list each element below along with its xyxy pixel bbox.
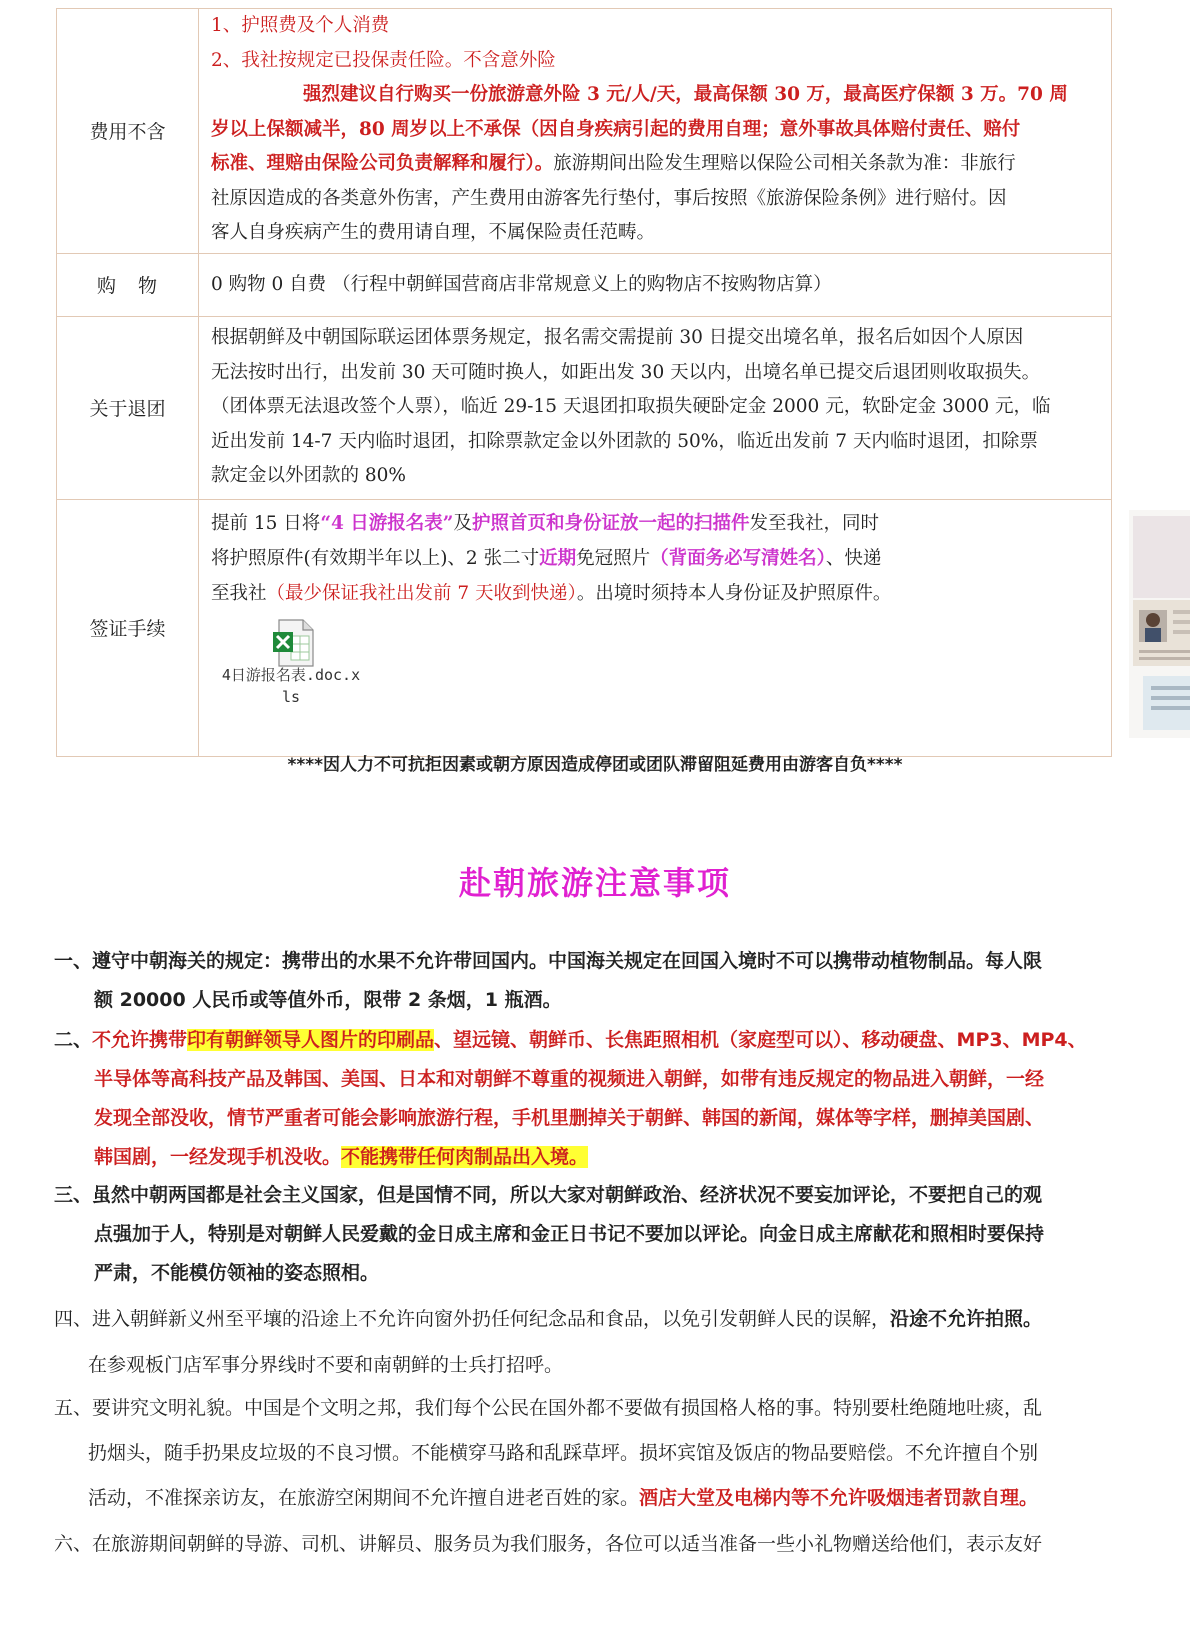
rule-5-line-3 [54, 1476, 1114, 1521]
visa-recent-photo: 近期 [539, 547, 577, 569]
rule-2-number: 二、 [54, 1029, 93, 1051]
rule-4-line-1 [54, 1296, 1114, 1342]
insurance-line-3 [211, 147, 1099, 182]
rule-2-highlight-1: 印有朝鲜领导人图片的印刷品 [187, 1029, 435, 1051]
rule-5-red: 酒店大堂及电梯内等不允许吸烟违者罚款自理。 [639, 1487, 1039, 1509]
insurance-line-3-rest: 旅游期间出险发生理赔以保险公司相关条款为准：非旅行 [553, 153, 1016, 174]
visa-line-3 [211, 576, 941, 611]
visa-text: 。出境时须持本人身份证及护照原件。 [576, 582, 892, 604]
label-visa: 签证手续 [57, 499, 199, 756]
rule-1 [54, 942, 1114, 1020]
visa-text: 提前 15 日将 [211, 512, 321, 534]
rule-5-line-1: 五、要讲究文明礼貌。中国是个文明之邦，我们每个公民在国外都不要做有损国格人格的事。特别要杜绝随地吐痰，乱 [54, 1397, 1043, 1419]
insurance-line-4: 社原因造成的各类意外伤害，产生费用由游客先行垫付，事后按照《旅游保险条例》进行赔付。因 [211, 187, 1007, 209]
label-cancellation: 关于退团 [57, 316, 199, 499]
fee-item-2: 2、我社按规定已投保责任险。不含意外险 [211, 49, 556, 71]
rule-2-line-3: 发现全部没收，情节严重者可能会影响旅游行程，手机里删掉关于朝鲜、韩国的新闻，媒体等字样，删掉美国剧、 [94, 1107, 1045, 1129]
cancel-line-1: 根据朝鲜及中朝国际联运团体票务规定，报名需交需提前 30 日提交出境名单，报名后如因个人原因 [211, 327, 1024, 349]
visa-text: 、快递 [825, 547, 882, 569]
rule-2-line-4 [54, 1138, 1114, 1177]
rule-2-line-1 [54, 1021, 1114, 1060]
cancel-line-4: 近出发前 14-7 天内临时退团，扣除票款定金以外团款的 50%，临近出发前 7 天内临时退团，扣除票 [211, 430, 1038, 452]
insurance-line-3-red: 标准、理赔由保险公司负责解释和履行）。 [211, 153, 554, 174]
passport-scan-image [1129, 510, 1190, 738]
rule-5-line-2: 扔烟头，随手扔果皮垃圾的不良习惯。不能横穿马路和乱踩草坪。损坏宾馆及饭店的物品要赔偿。不允许擅自个别 [88, 1442, 1039, 1464]
visa-form-name: “4 日游报名表” [320, 512, 454, 534]
file-name-line-1: 4日游报名表.doc.x [221, 665, 361, 684]
rule-6-line-1: 六、在旅游期间朝鲜的导游、司机、讲解员、服务员为我们服务，各位可以适当准备一些小礼物赠送给他们，表示友好 [54, 1533, 1043, 1555]
rule-2-text: 不允许携带 [92, 1029, 188, 1051]
cancel-line-5: 款定金以外团款的 80% [211, 465, 407, 487]
visa-line-1 [211, 506, 941, 541]
rule-3-line-3: 严肃，不能模仿领袖的姿态照相。 [94, 1262, 380, 1284]
insurance-line-2: 岁以上保额减半，80 周岁以上不承保（因自身疾病引起的费用自理；意外事故具体赔付责任、赔付 [211, 118, 1021, 140]
label-shopping: 购物 [57, 253, 199, 316]
visa-text: 免冠照片 [576, 547, 651, 569]
visa-text: 发至我社，同时 [749, 512, 879, 534]
rule-2-highlight-2: 不能携带任何肉制品出入境。 [341, 1146, 589, 1168]
rule-2-text: 韩国剧，一经发现手机没收。 [94, 1146, 342, 1168]
visa-instructions [211, 506, 941, 611]
row-visa [57, 499, 1112, 756]
label-fees-excluded: 费用不含 [57, 9, 199, 254]
rule-3-line-1: 三、虽然中朝两国都是社会主义国家，但是国情不同，所以大家对朝鲜政治、经济状况不要妄加评论，不要把自己的观 [54, 1184, 1043, 1206]
rule-4-bold: 沿途不允许拍照。 [890, 1308, 1043, 1330]
rule-4-text: 四、进入朝鲜新义州至平壤的沿途上不允许向窗外扔任何纪念品和食品，以免引发朝鲜人民的误解， [54, 1308, 891, 1330]
content-visa [199, 499, 1112, 756]
rule-5 [54, 1386, 1114, 1521]
visa-photo-note: （背面务必写清姓名） [650, 547, 826, 569]
itinerary-terms-table [56, 8, 1112, 757]
rule-3-line-2: 点强加于人，特别是对朝鲜人民爱戴的金日成主席和金正日书记不要加以评论。向金日成主席献花和照相时要保持 [94, 1223, 1045, 1245]
rule-2 [54, 1021, 1114, 1177]
content-cancellation [199, 316, 1112, 499]
row-fees-excluded [57, 9, 1112, 254]
content-fees-excluded [199, 9, 1112, 254]
visa-cell [199, 500, 1111, 756]
rule-3 [54, 1176, 1114, 1293]
insurance-line-5: 客人自身疾病产生的费用请自理，不属保险责任范畴。 [211, 222, 656, 243]
page-title: 赴朝旅游注意事项 [458, 864, 731, 902]
cancel-line-2: 无法按时出行，出发前 30 天可随时换人，如距出发 30 天以内，出境名单已提交后退团则收取损失。 [211, 361, 1041, 383]
file-name[interactable] [211, 664, 371, 708]
visa-scan-requirement: 护照首页和身份证放一起的扫描件 [471, 512, 750, 534]
file-name-line-2: ls [281, 687, 301, 706]
content-shopping: 0 购物 0 自费 （行程中朝鲜国营商店非常规意义上的购物店不按购物店算） [199, 253, 1112, 316]
row-shopping [57, 253, 1112, 316]
visa-text: 及 [453, 512, 472, 534]
fee-item-1: 1、护照费及个人消费 [211, 15, 390, 36]
rule-5-text: 活动，不准探亲访友，在旅游空闲期间不允许擅自进老百姓的家。 [88, 1487, 640, 1509]
visa-text: 至我社 [211, 582, 267, 604]
excel-file-icon[interactable] [271, 618, 315, 668]
rule-2-line-2: 半导体等高科技产品及韩国、美国、日本和对朝鲜不尊重的视频进入朝鲜，如带有违反规定的物品进入朝鲜，一经 [94, 1068, 1045, 1090]
rule-6 [54, 1522, 1114, 1567]
row-cancellation [57, 316, 1112, 499]
visa-deadline-note: （最少保证我社出发前 7 天收到快递） [266, 582, 577, 604]
rule-4-line-2: 在参观板门店军事分界线时不要和南朝鲜的士兵打招呼。 [88, 1354, 564, 1376]
insurance-line-1: 强烈建议自行购买一份旅游意外险 3 元/人/天，最高保额 30 万，最高医疗保额 3 万。70 周 [303, 84, 1068, 105]
visa-text: 将护照原件(有效期半年以上)、2 张二寸 [211, 547, 540, 569]
rule-1-line-2: 额 20000 人民币或等值外币，限带 2 条烟，1 瓶酒。 [94, 989, 562, 1011]
cancel-line-3: （团体票无法退改签个人票），临近 29-15 天退团扣取损失硬卧定金 2000 元，软卧定金 3000 元，临 [211, 396, 1051, 418]
visa-line-2 [211, 541, 941, 576]
disclaimer-notice: ****因人力不可抗拒因素或朝方原因造成停团或团队滞留阻延费用由游客自负**** [287, 755, 903, 775]
rule-1-line-1: 一、遵守中朝海关的规定：携带出的水果不允许带回国内。中国海关规定在回国入境时不可以携带动植物制品。每人限 [54, 950, 1043, 972]
rule-2-text: 、望远镜、朝鲜币、长焦距照相机（家庭型可以）、移动硬盘、MP3、MP4、 [434, 1029, 1087, 1051]
rule-4 [54, 1296, 1114, 1388]
